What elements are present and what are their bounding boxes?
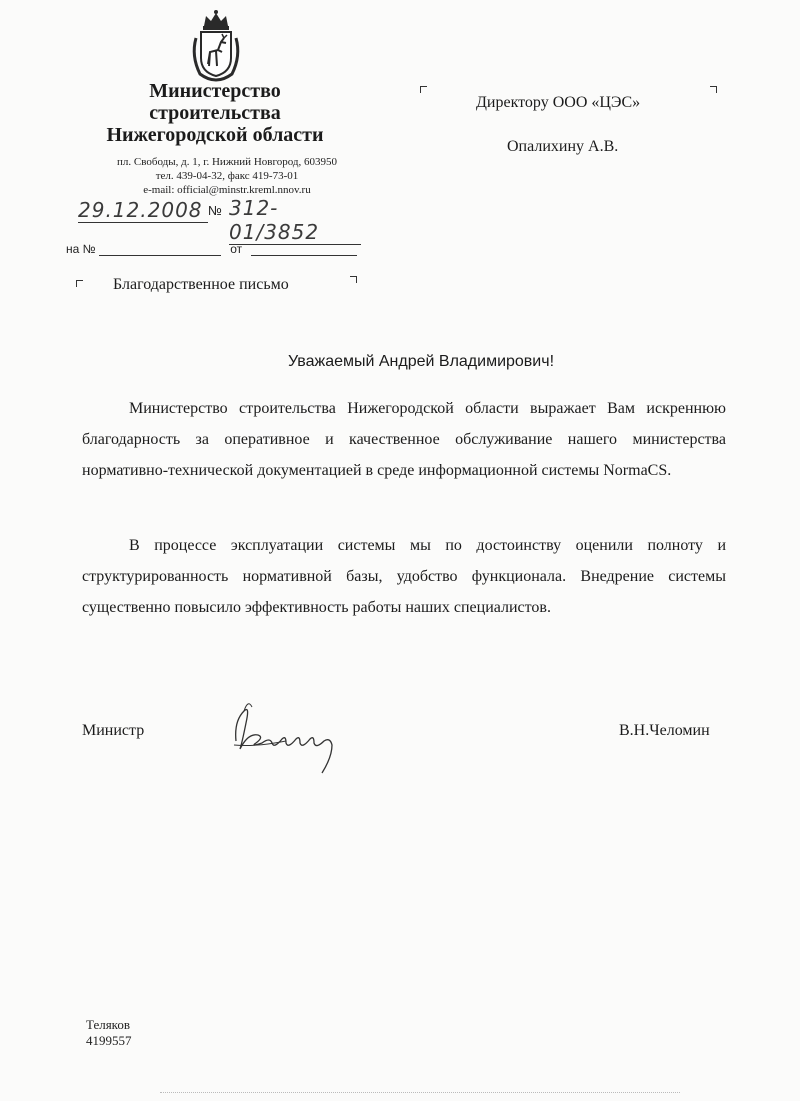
handwritten-signature bbox=[226, 693, 344, 775]
corner-mark bbox=[76, 280, 83, 287]
letter-subject: Благодарственное письмо bbox=[113, 276, 289, 293]
reference-number-blank bbox=[99, 255, 221, 256]
reference-row bbox=[66, 242, 357, 256]
org-name-line: Министерство bbox=[149, 80, 281, 102]
outgoing-number: 312-01/3852 bbox=[229, 196, 361, 245]
recipient-title: Директору ООО «ЦЭС» bbox=[476, 94, 641, 111]
organization-name bbox=[90, 80, 340, 146]
org-name-line: строительства bbox=[149, 102, 281, 124]
organization-address bbox=[82, 155, 372, 197]
phone-line: тел. 439-04-32, факс 419-73-01 bbox=[155, 170, 299, 182]
outgoing-date: 29.12.2008 bbox=[78, 198, 208, 223]
corner-mark bbox=[420, 86, 427, 93]
executor-info bbox=[86, 1017, 132, 1049]
executor-phone: 4199557 bbox=[86, 1033, 132, 1048]
salutation: Уважаемый Андрей Владимирович! bbox=[288, 353, 555, 370]
reference-date-blank bbox=[251, 255, 357, 256]
number-label: № bbox=[208, 203, 222, 218]
recipient-name: Опалихину А.В. bbox=[507, 138, 619, 155]
body-paragraph: В процессе эксплуатации системы мы по достоинству оценили полноту и структурированность нормативной базы, удобство функционала. Внедрение системы существенно повысило эффективность работы наших специалистов. bbox=[82, 537, 726, 616]
org-name-line: Нижегородской области bbox=[106, 124, 324, 146]
executor-name: Теляков bbox=[86, 1017, 130, 1032]
signer-name: В.Н.Челомин bbox=[619, 722, 710, 739]
email-line: e-mail: official@minstr.kreml.nnov.ru bbox=[143, 184, 311, 196]
corner-mark bbox=[710, 86, 717, 93]
signer-position: Министр bbox=[82, 722, 145, 739]
reference-number-label: на № bbox=[66, 242, 96, 256]
scan-artifact-line bbox=[160, 1092, 680, 1094]
corner-mark bbox=[350, 276, 357, 283]
body-paragraph: Министерство строительства Нижегородской области выражает Вам искреннюю благодарность за оперативное и качественное обслуживание нашего министерства нормативно-технической документацией в среде информационной системы NormaCS. bbox=[82, 400, 726, 479]
reference-date-label: от bbox=[230, 242, 243, 256]
address-line: пл. Свободы, д. 1, г. Нижний Новгород, 603950 bbox=[117, 156, 337, 168]
coat-of-arms-icon bbox=[188, 8, 244, 84]
